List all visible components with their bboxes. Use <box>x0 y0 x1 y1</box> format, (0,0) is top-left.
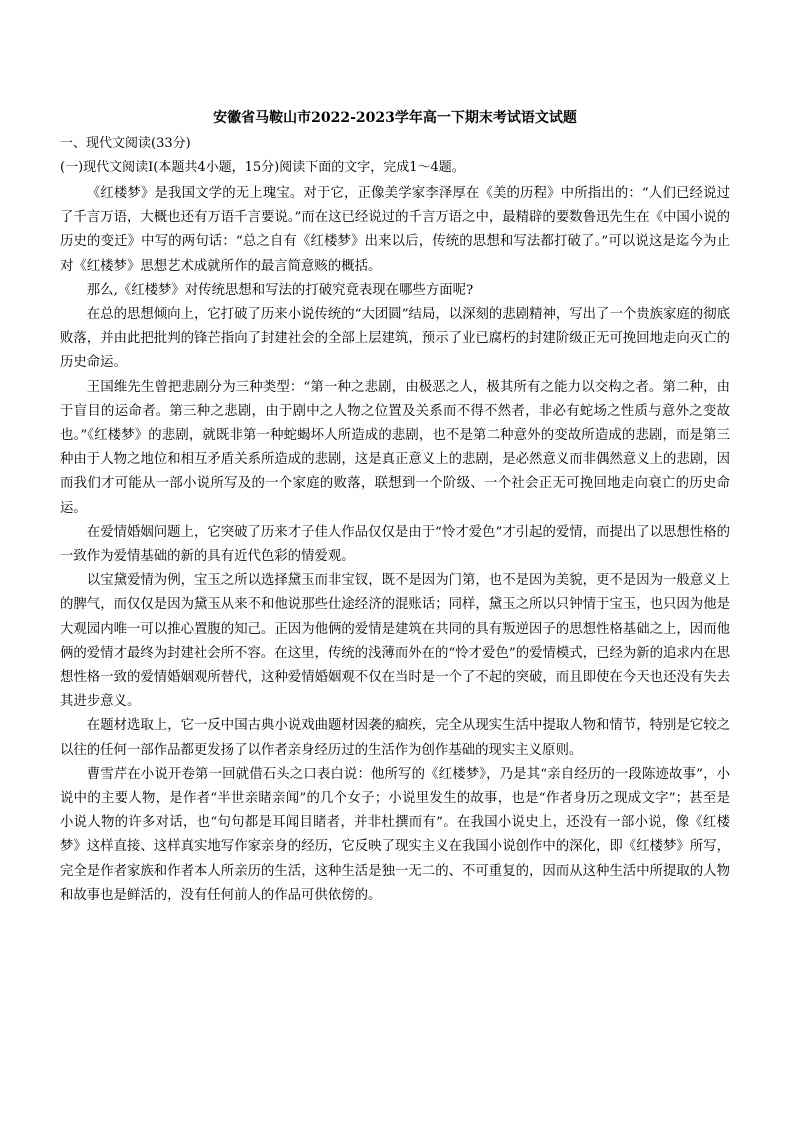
paragraph-6: 以宝黛爱情为例，宝玉之所以选择黛玉而非宝钗，既不是因为门第，也不是因为美貌，更不是因为一般意义上的脾气，而仅仅是因为黛玉从来不和他说那些仕途经济的混账话；同样，黛玉之所以只钟情于宝玉，也只因为他是大观园内唯一可以推心置腹的知己。正因为他俩的爱情是建筑在共同的具有叛逆因子的思想性格基础之上，因而他俩的爱情才最终为封建社会所不容。在这里，传统的浅薄而外在的“怜才爱色”的爱情模式，已经为新的追求内在思想性格一致的爱情婚姻观所替代，这种爱情婚姻观不仅在当时是一个了不起的突破，而且即使在今天也还没有失去其进步意义。 <box>60 573 730 710</box>
exam-title: 安徽省马鞍山市2022-2023学年高一下期末考试语文试题 <box>213 110 577 126</box>
paragraph-5: 在爱情婚姻问题上，它突破了历来才子佳人作品仅仅是由于“怜才爱色”才引起的爱情，而提出了以思想性格的一致作为爱情基础的新的具有近代色彩的情爱观。 <box>60 524 730 565</box>
paragraph-7: 在题材选取上，它一反中国古典小说戏曲题材因袭的痼疾，完全从现实生活中提取人物和情节，特别是它较之以往的任何一部作品都更发扬了以作者亲身经历过的生活作为创作基础的现实主义原则。 <box>60 718 730 758</box>
paragraph-1: 《红楼梦》是我国文学的无上瑰宝。对于它，正像美学家李泽厚在《美的历程》中所指出的：“人们已经说过了千言万语，大概也还有万语千言要说。”而在这已经说过的千言万语之中，最精辟的要数鲁迅先生在《中国小说的历史的变迁》中写的两句话：“总之自有《红楼梦》出来以后，传统的思想和写法都打破了。”可以说这是迄今为止对《红楼梦》思想艺术成就所作的最言简意赅的概括。 <box>60 186 730 274</box>
exam-page <box>60 108 730 908</box>
paragraph-2: 那么,《红楼梦》对传统思想和写法的打破究竟表现在哪些方面呢? <box>86 282 474 298</box>
paragraph-4: 王国维先生曾把悲剧分为三种类型：“第一种之悲剧，由极恶之人，极其所有之能力以交构之者。第二种，由于盲目的运命者。第三种之悲剧，由于剧中之人物之位置及关系而不得不然者，非必有蛇场之性质与意外之变故也。”《红楼梦》的悲剧，就既非第一种蛇蝎坏人所造成的悲剧，也不是第二种意外的变故所造成的悲剧，而是第三种由于人物之地位和相互矛盾关系所造成的悲剧，这是真正意义上的悲剧，是必然意义而非偶然意义上的悲剧，因而我们才可能从一部小说所写及的一个家庭的败落，联想到一个阶级、一个社会正无可挽回地走向衰亡的历史命运。 <box>60 379 730 516</box>
paragraph-8: 曹雪芹在小说开卷第一回就借石头之口表白说：他所写的《红楼梦》，乃是其“亲自经历的一段陈迹故事”，小说中的主要人物，是作者“半世亲睹亲闻”的几个女子；小说里发生的故事，也是“作者身历之现成文字”；甚至是小说人物的许多对话，也“句句都是耳闻目睹者，并非杜撰而有”。在我国小说史上，还没有一部小说，像《红楼梦》这样直接、这样真实地写作家亲身的经历，它反映了现实主义在我国小说创作中的深化，即《红楼梦》所写，完全是作者家族和作者本人所亲历的生活，这种生活是独一无二的、不可重复的，因而从这种生活中所提取的人物和故事也是鲜活的，没有任何前人的作品可供依傍的。 <box>60 766 730 903</box>
subsection-heading: (一)现代文阅读Ⅰ(本题共4小题，15分)阅读下面的文字，完成1～4题。 <box>60 160 465 175</box>
paragraph-3: 在总的思想倾向上，它打破了历来小说传统的“大团圆”结局，以深刻的悲剧精神，写出了一个贵族家庭的彻底败落，并由此把批判的锋芒指向了封建社会的全部上层建筑，预示了业已腐朽的封建阶级正无可挽回地走向灭亡的历史命运。 <box>60 307 730 371</box>
section-heading: 一、现代文阅读(33分) <box>60 136 191 151</box>
